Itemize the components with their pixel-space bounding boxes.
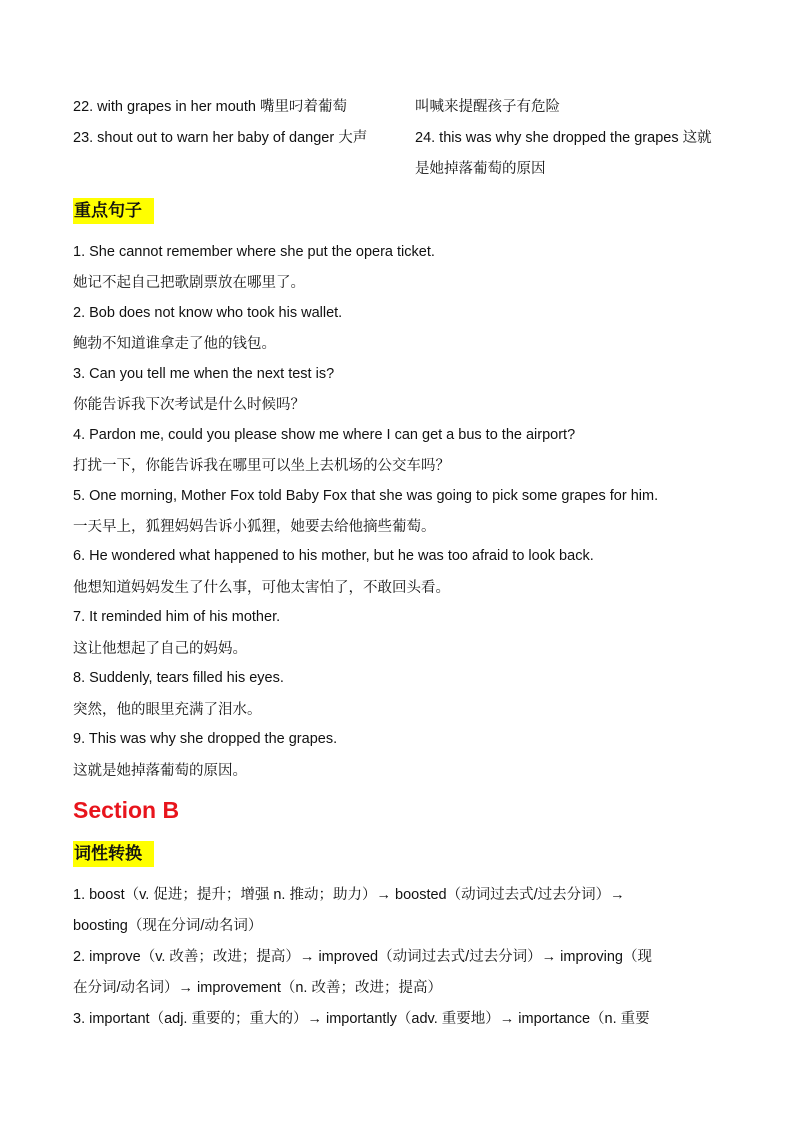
phrase-24-continued: 是她掉落葡萄的原因 <box>415 161 546 177</box>
sentence-4-en: 4. Pardon me, could you please show me where I can get a bus to the airport? <box>73 427 576 443</box>
sentence-7-en: 7. It reminded him of his mother. <box>73 609 281 625</box>
sentence-6-zh: 他想知道妈妈发生了什么事，可他太害怕了，不敢回头看。 <box>73 580 450 596</box>
sentence-6-en: 6. He wondered what happened to his mother, but he was too afraid to look back. <box>73 548 594 564</box>
sentence-2-zh: 鲍勃不知道谁拿走了他的钱包。 <box>73 336 276 352</box>
sentence-7-zh: 这让他想起了自己的妈妈。 <box>73 641 247 657</box>
sentence-9-en: 9. This was why she dropped the grapes. <box>73 731 338 747</box>
phrase-24: 24. this was why she dropped the grapes 这就 <box>415 130 712 146</box>
sentence-4-zh: 打扰一下，你能告诉我在哪里可以坐上去机场的公交车吗？ <box>73 458 450 474</box>
sentence-8-en: 8. Suddenly, tears filled his eyes. <box>73 670 284 686</box>
key-sentences-heading: 重点句子 <box>73 198 154 224</box>
sentence-3-zh: 你能告诉我下次考试是什么时候吗？ <box>73 397 305 413</box>
word-form-line-4: 在分词/动名词）→ improvement（n. 改善；改进；提高） <box>73 980 442 996</box>
word-form-line-5: 3. important（adj. 重要的；重大的）→ importantly（adv. 重要地）→ importance（n. 重要 <box>73 1011 650 1027</box>
phrase-23-continued: 叫喊来提醒孩子有危险 <box>415 99 560 115</box>
word-form-line-3: 2. improve（v. 改善；改进；提高）→ improved（动词过去式/过去分词）→ improving（现 <box>73 949 652 965</box>
sentence-3-en: 3. Can you tell me when the next test is? <box>73 366 335 382</box>
sentence-5-en: 5. One morning, Mother Fox told Baby Fox that she was going to pick some grapes for him. <box>73 488 659 504</box>
section-b-title: Section B <box>73 797 180 823</box>
word-form-line-1: 1. boost（v. 促进；提升；增强 n. 推动；助力）→ boosted（动词过去式/过去分词）→ <box>73 887 625 903</box>
phrase-23: 23. shout out to warn her baby of danger 大声 <box>73 130 368 146</box>
sentence-9-zh: 这就是她掉落葡萄的原因。 <box>73 763 247 779</box>
sentence-1-zh: 她记不起自己把歌剧票放在哪里了。 <box>73 275 305 291</box>
word-form-line-2: boosting（现在分词/动名词） <box>73 918 263 934</box>
phrase-22: 22. with grapes in her mouth 嘴里叼着葡萄 <box>73 99 347 115</box>
word-forms-heading: 词性转换 <box>73 841 154 867</box>
sentence-1-en: 1. She cannot remember where she put the opera ticket. <box>73 244 435 260</box>
sentence-5-zh: 一天早上，狐狸妈妈告诉小狐狸，她要去给他摘些葡萄。 <box>73 519 436 535</box>
sentence-8-zh: 突然，他的眼里充满了泪水。 <box>73 702 262 718</box>
sentence-2-en: 2. Bob does not know who took his wallet. <box>73 305 343 321</box>
